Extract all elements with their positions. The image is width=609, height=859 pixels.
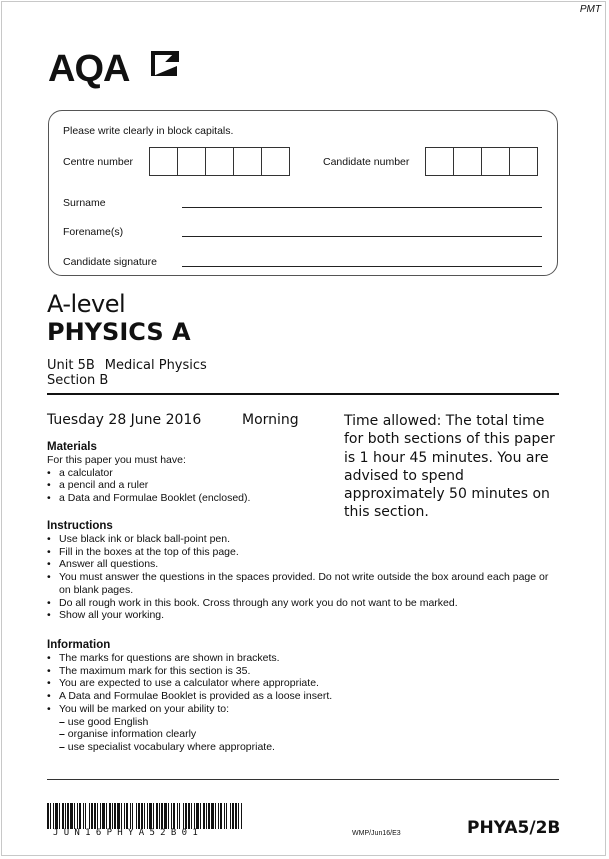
paper-code: PHYA5/2B bbox=[467, 818, 561, 838]
footer-divider bbox=[47, 779, 559, 780]
forenames-field[interactable] bbox=[182, 236, 542, 237]
header-divider bbox=[47, 393, 559, 395]
surname-field[interactable] bbox=[182, 207, 542, 208]
corner-mark: PMT bbox=[579, 4, 601, 15]
sub-list-item: – use specialist vocabulary where appropriate. bbox=[59, 740, 275, 753]
candidate-number-field[interactable] bbox=[426, 147, 538, 176]
list-item: • Use black ink or black ball-point pen. bbox=[47, 533, 552, 546]
aqa-logo-mark-icon bbox=[150, 50, 180, 78]
time-allowed: Time allowed: The total time for both sections of this paper is 1 hour 45 minutes. You are advised to spend approximately 50 minutes on this section. bbox=[344, 413, 555, 521]
section-name: Section B bbox=[47, 373, 109, 388]
materials-section bbox=[47, 440, 250, 505]
exam-level: A-level bbox=[47, 290, 126, 318]
list-item: • Do all rough work in this book. Cross through any work you do not want to be marked. bbox=[47, 597, 552, 610]
sub-list-item: – use good English bbox=[59, 715, 149, 728]
barcode-text: JUN16PHYA52B01 bbox=[53, 828, 204, 838]
list-item: • Answer all questions. bbox=[47, 558, 552, 571]
signature-field[interactable] bbox=[182, 266, 542, 267]
list-item: • A Data and Formulae Booklet is provided as a loose insert. bbox=[47, 690, 552, 703]
information-heading: Information bbox=[47, 639, 111, 651]
barcode-icon bbox=[47, 803, 242, 829]
list-item: • a calculator bbox=[47, 467, 250, 480]
list-item: • You must answer the questions in the spaces provided. Do not write outside the box around each page or on blank pages. bbox=[47, 571, 552, 596]
list-item: • You are expected to use a calculator where appropriate. bbox=[47, 677, 552, 690]
exam-unit-block bbox=[47, 358, 207, 388]
exam-date: Tuesday 28 June 2016 bbox=[47, 412, 202, 428]
list-item: • Fill in the boxes at the top of this page. bbox=[47, 546, 552, 559]
instructions-section bbox=[47, 519, 552, 622]
instructions-heading: Instructions bbox=[47, 520, 113, 532]
surname-label: Surname bbox=[63, 197, 106, 209]
signature-label: Candidate signature bbox=[63, 256, 157, 268]
centre-number-field[interactable] bbox=[150, 147, 290, 176]
exam-session: Morning bbox=[242, 412, 299, 428]
centre-number-label: Centre number bbox=[63, 156, 134, 168]
materials-heading: Materials bbox=[47, 441, 97, 453]
list-item: • a Data and Formulae Booklet (enclosed). bbox=[47, 492, 250, 505]
unit-number: Unit 5B bbox=[47, 358, 95, 373]
information-section bbox=[47, 638, 552, 754]
unit-title: Medical Physics bbox=[104, 358, 207, 373]
list-item: • The marks for questions are shown in brackets. bbox=[47, 652, 552, 665]
aqa-logo: AQA bbox=[48, 48, 130, 90]
materials-intro: For this paper you must have: bbox=[47, 454, 186, 466]
document-reference: WMP/Jun16/E3 bbox=[352, 830, 401, 837]
box-heading: Please write clearly in block capitals. bbox=[63, 125, 234, 137]
exam-subject: PHYSICS A bbox=[47, 318, 191, 346]
candidate-details-box bbox=[48, 110, 558, 276]
list-item: • Show all your working. bbox=[47, 609, 552, 622]
sub-list-item: – organise information clearly bbox=[59, 728, 197, 741]
forenames-label: Forename(s) bbox=[63, 226, 124, 238]
candidate-number-label: Candidate number bbox=[323, 156, 410, 168]
list-item: • a pencil and a ruler bbox=[47, 479, 250, 492]
list-item: • The maximum mark for this section is 35. bbox=[47, 665, 552, 678]
list-item: • You will be marked on your ability to: bbox=[47, 703, 552, 716]
